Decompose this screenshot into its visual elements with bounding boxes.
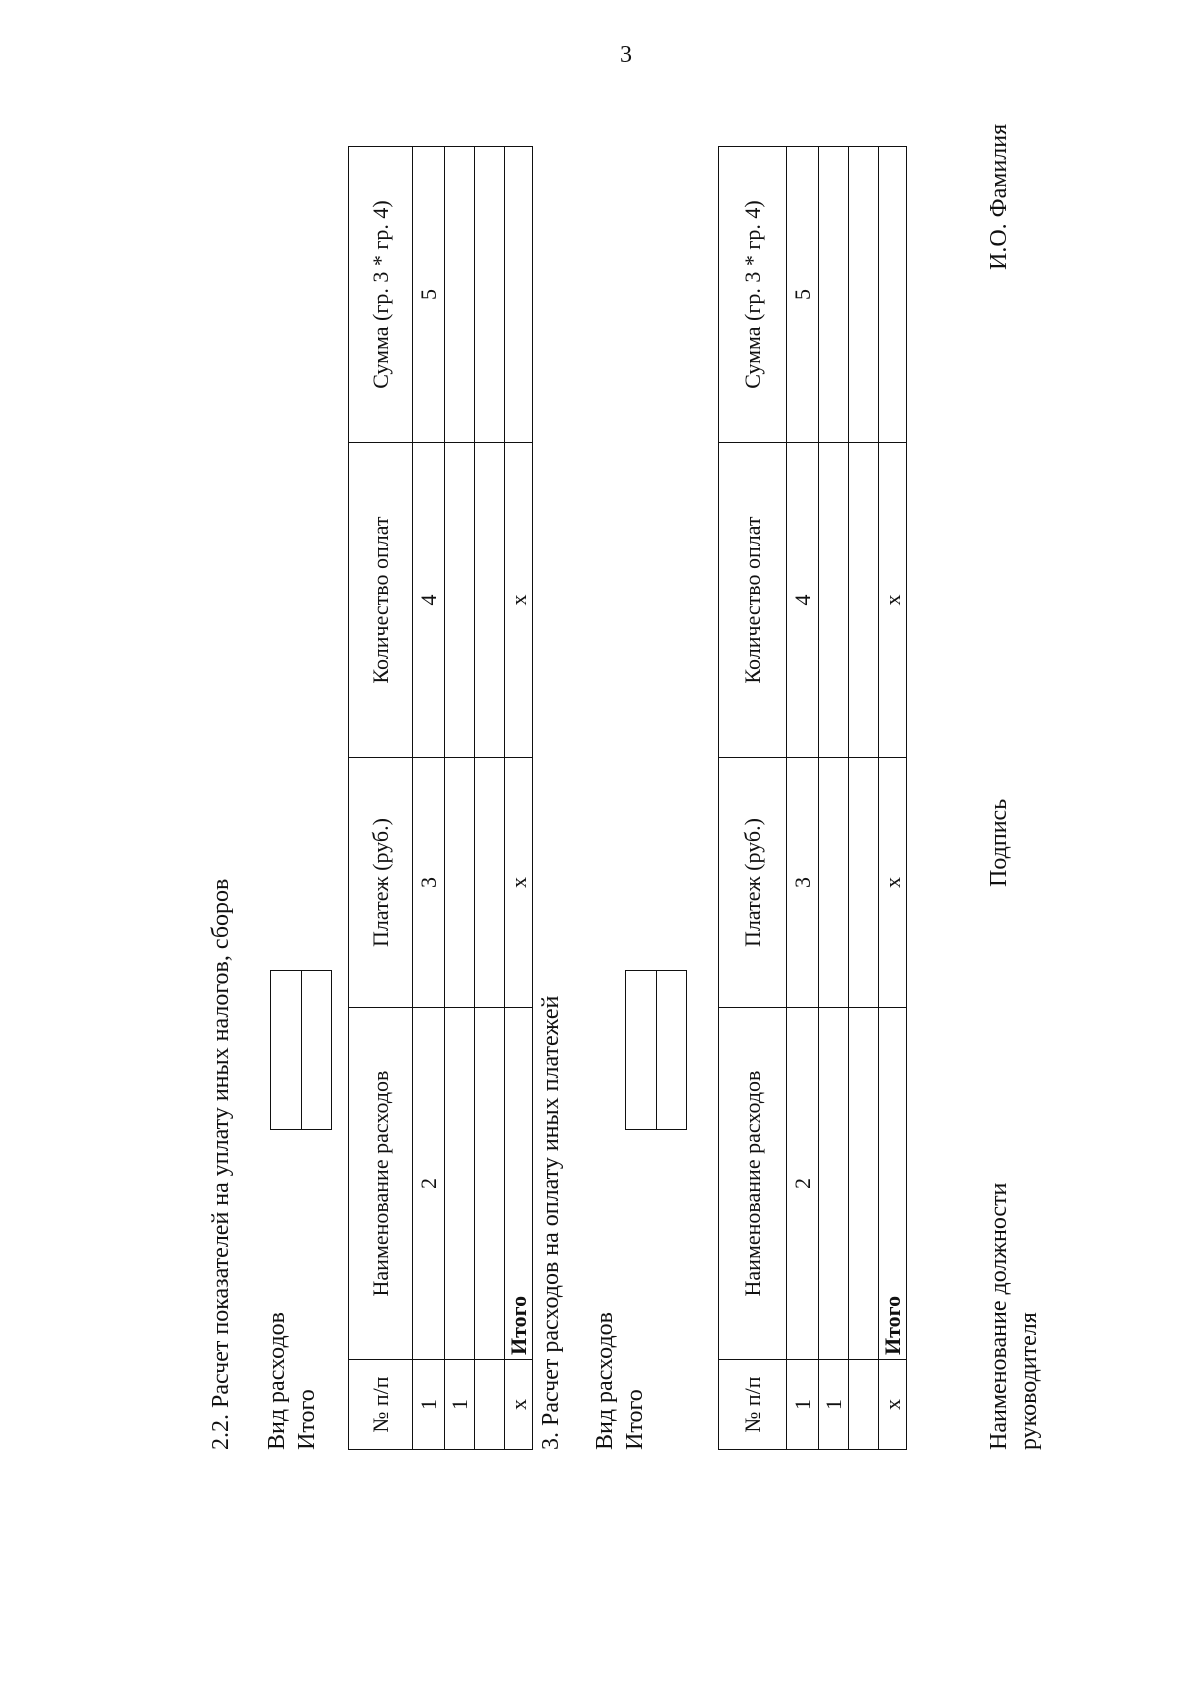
header-cell: Количество оплат <box>349 443 413 758</box>
table-row <box>475 147 505 1450</box>
table-cell[interactable] <box>445 443 475 758</box>
table-cell[interactable] <box>475 1008 505 1360</box>
itogo-label: Итого <box>294 1389 320 1450</box>
column-number: 5 <box>413 147 445 443</box>
table-total-row <box>879 147 907 1450</box>
signature-label: Подпись <box>986 798 1012 887</box>
header-cell: Наименование расходов <box>719 1008 787 1360</box>
column-number: 1 <box>787 1360 819 1450</box>
column-number: 3 <box>413 758 445 1008</box>
expense-table-taxes <box>348 146 533 1450</box>
column-number: 2 <box>413 1008 445 1360</box>
expense-table-payments <box>718 146 907 1450</box>
vid-rashodov-box[interactable] <box>625 970 687 1130</box>
table-cell[interactable] <box>445 758 475 1008</box>
table-row <box>445 147 475 1450</box>
table-cell[interactable] <box>475 147 505 443</box>
table-number-row <box>413 147 445 1450</box>
table-number-row <box>787 147 819 1450</box>
section-title: 2.2. Расчет показателей на уплату иных налогов, сборов <box>208 878 234 1450</box>
header-cell: Сумма (гр. 3 * гр. 4) <box>719 147 787 443</box>
position-line-1: Наименование должности <box>986 1182 1012 1450</box>
table-cell[interactable] <box>849 758 879 1008</box>
total-sum-cell[interactable] <box>879 147 907 443</box>
header-cell: № п/п <box>349 1360 413 1450</box>
table-cell[interactable] <box>819 443 849 758</box>
column-number: 4 <box>787 443 819 758</box>
itogo-label: Итого <box>622 1389 648 1450</box>
vid-rashodov-field[interactable] <box>271 971 302 1129</box>
column-number: 4 <box>413 443 445 758</box>
position-title <box>984 1183 1044 1450</box>
table-total-row <box>505 147 533 1450</box>
table-header-row <box>349 147 413 1450</box>
table-cell[interactable] <box>475 443 505 758</box>
table-cell: х <box>505 758 533 1008</box>
column-number: 5 <box>787 147 819 443</box>
table-cell[interactable] <box>849 1008 879 1360</box>
header-cell: № п/п <box>719 1360 787 1450</box>
column-number: 3 <box>787 758 819 1008</box>
total-label: Итого <box>879 1008 907 1360</box>
header-cell: Количество оплат <box>719 443 787 758</box>
table-cell: 1 <box>445 1360 475 1450</box>
header-cell: Платеж (руб.) <box>349 758 413 1008</box>
table-cell <box>475 1360 505 1450</box>
table-cell: х <box>505 1360 533 1450</box>
column-number: 1 <box>413 1360 445 1450</box>
table-cell[interactable] <box>849 147 879 443</box>
page-number: 3 <box>620 42 632 68</box>
rotated-page-content <box>200 120 1100 1600</box>
header-cell: Платеж (руб.) <box>719 758 787 1008</box>
table-cell[interactable] <box>475 758 505 1008</box>
table-header-row <box>719 147 787 1450</box>
name-label: И.О. Фамилия <box>986 123 1012 270</box>
total-sum-cell[interactable] <box>505 147 533 443</box>
section-title: 3. Расчет расходов на оплату иных платежей <box>538 995 564 1450</box>
table-cell[interactable] <box>819 147 849 443</box>
table-cell: х <box>879 443 907 758</box>
position-line-2: руководителя <box>1016 1312 1042 1450</box>
itogo-field[interactable] <box>657 971 687 1129</box>
table-cell[interactable] <box>445 1008 475 1360</box>
table-cell: х <box>879 1360 907 1450</box>
header-cell: Наименование расходов <box>349 1008 413 1360</box>
total-label: Итого <box>505 1008 533 1360</box>
table-cell[interactable] <box>819 758 849 1008</box>
table-cell <box>849 1360 879 1450</box>
table-cell: х <box>879 758 907 1008</box>
header-cell: Сумма (гр. 3 * гр. 4) <box>349 147 413 443</box>
table-cell[interactable] <box>819 1008 849 1360</box>
column-number: 2 <box>787 1008 819 1360</box>
vid-rashodov-label: Вид расходов <box>264 1312 290 1450</box>
table-cell[interactable] <box>849 443 879 758</box>
vid-rashodov-label: Вид расходов <box>592 1312 618 1450</box>
vid-rashodov-field[interactable] <box>626 971 657 1129</box>
table-cell[interactable] <box>445 147 475 443</box>
itogo-field[interactable] <box>302 971 332 1129</box>
table-row <box>849 147 879 1450</box>
table-row <box>819 147 849 1450</box>
table-cell: х <box>505 443 533 758</box>
table-cell: 1 <box>819 1360 849 1450</box>
vid-rashodov-box[interactable] <box>270 970 332 1130</box>
